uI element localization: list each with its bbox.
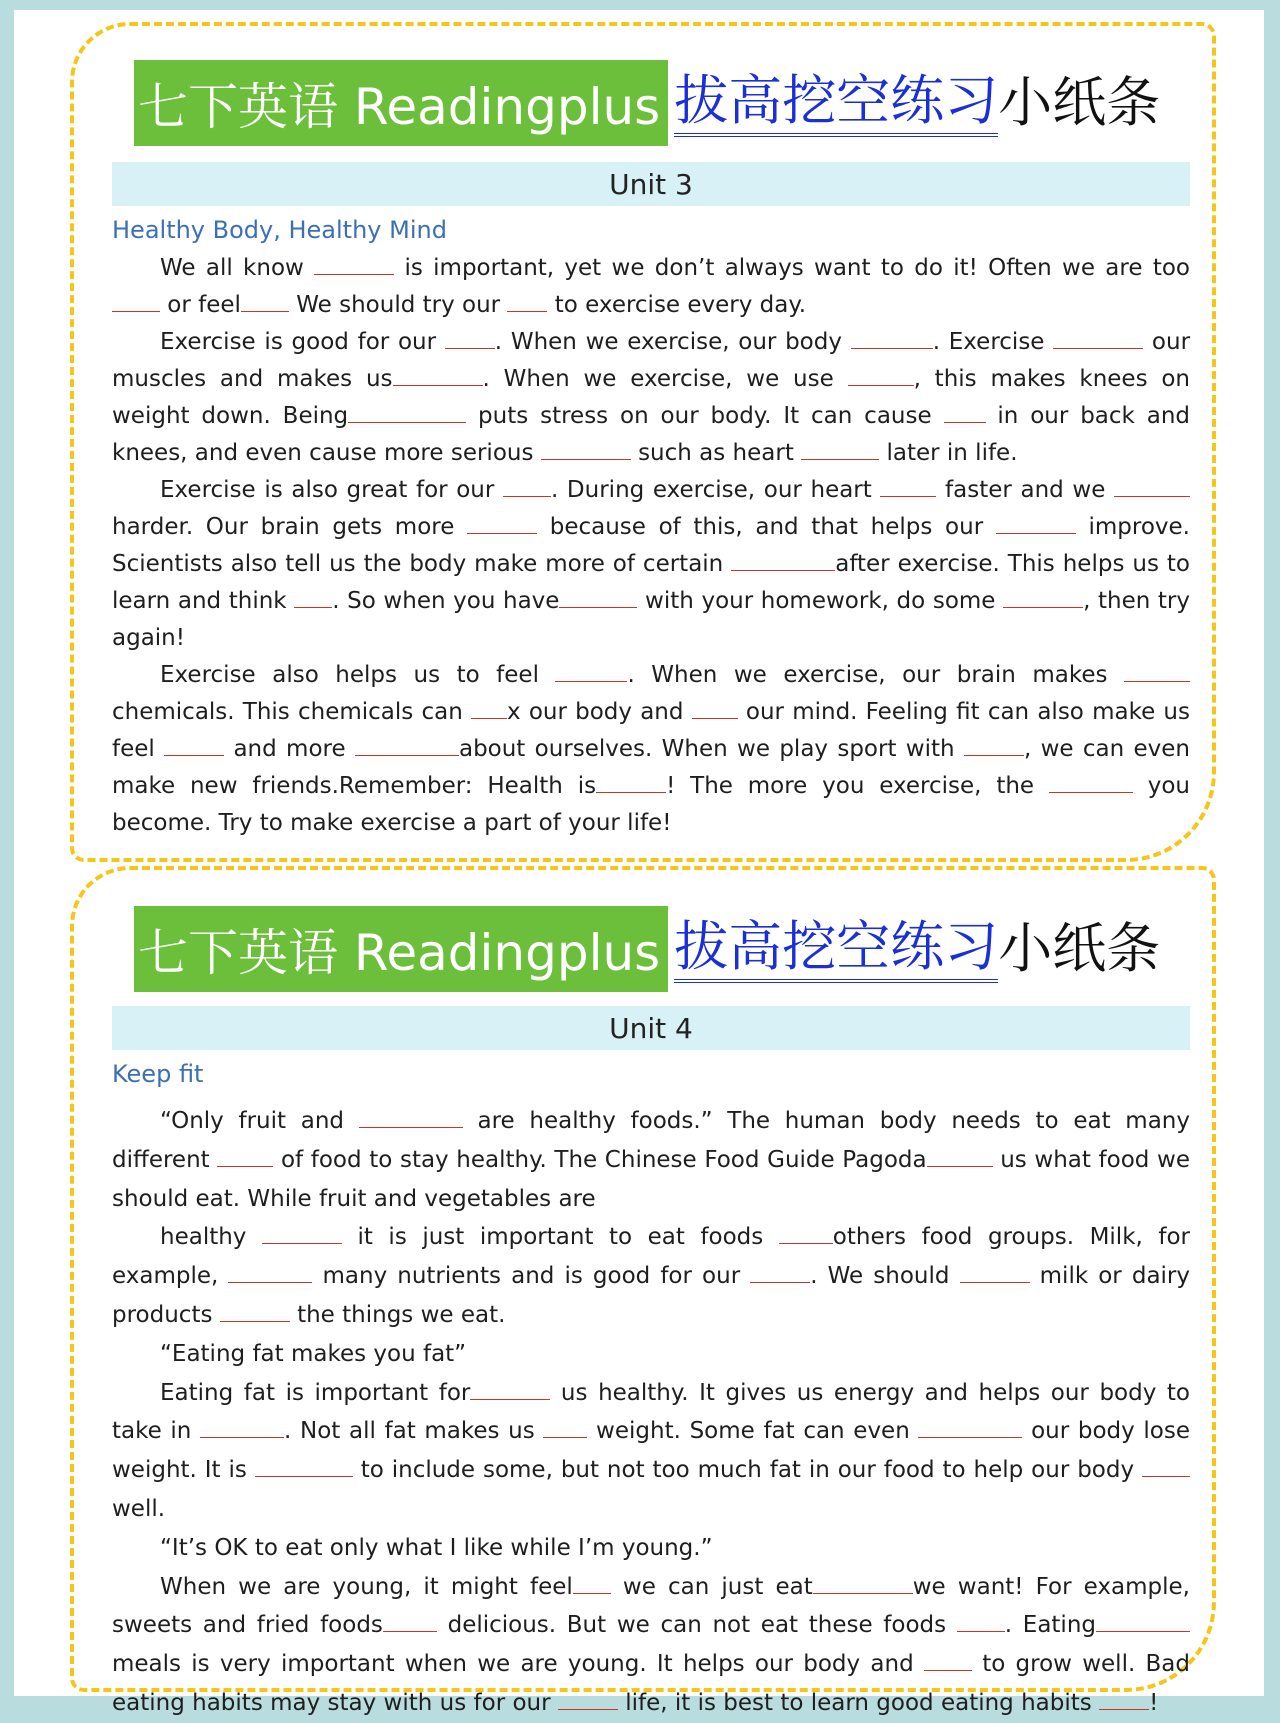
text-run: Exercise is also great for our <box>160 477 503 503</box>
unit4-subtitle: Keep fit <box>112 1060 204 1088</box>
title-blue-part: 拔高挖空练习 <box>674 915 998 983</box>
blank <box>255 1453 353 1477</box>
text-run: ! The more you exercise, the <box>666 773 1049 799</box>
blank <box>559 584 637 608</box>
title-black-part: 小纸条 <box>998 917 1161 980</box>
text-run: puts stress on our body. It can cause <box>466 403 944 429</box>
blank <box>355 732 459 756</box>
text-run: faster and we <box>936 477 1114 503</box>
text-run: the things we eat. <box>289 1301 506 1328</box>
text-run: Exercise also helps us to feel <box>160 662 556 688</box>
blank <box>470 1376 550 1400</box>
blank <box>851 325 933 349</box>
text-run: . During exercise, our heart <box>550 477 881 503</box>
text-run: are healthy foods.” The human body needs to eat many different <box>112 1108 1190 1173</box>
unit3-passage <box>112 250 1190 842</box>
text-run: x our body and <box>507 699 692 725</box>
blank <box>314 251 394 275</box>
blank <box>200 1414 284 1438</box>
blank <box>944 399 986 423</box>
text-run: . When we exercise, our body <box>494 329 851 355</box>
text-run: our body lose weight. It is <box>112 1418 1191 1484</box>
unit4-paragraph-3: “Eating fat makes you fat” <box>160 1340 467 1367</box>
blank <box>996 510 1076 534</box>
text-run: healthy <box>160 1224 262 1251</box>
text-run: meals is very important when we are young. It helps our body and <box>112 1651 924 1678</box>
text-run: well. <box>112 1495 166 1522</box>
unit3-paragraph-1 <box>112 250 1190 324</box>
blank <box>813 1570 913 1594</box>
blank <box>731 547 835 571</box>
text-run: When we are young, it might feel <box>160 1573 573 1600</box>
unit3-paragraph-3 <box>112 472 1190 657</box>
text-run: us healthy. It gives us energy and helps our body to take in <box>112 1379 1190 1445</box>
text-run: to grow well. Bad eating habits may stay with us for our <box>112 1651 1190 1716</box>
text-run: such as heart <box>630 440 802 466</box>
text-run: . When we exercise, our brain makes <box>627 662 1124 688</box>
blank <box>1142 1453 1190 1477</box>
text-run: delicious. But we can not eat these foods <box>436 1612 957 1639</box>
blank <box>918 1414 1022 1438</box>
blank <box>164 732 224 756</box>
unit4-passage <box>112 1102 1190 1723</box>
text-run: ! <box>1149 1689 1159 1716</box>
text-run: about ourselves. When we play sport with <box>458 736 964 762</box>
text-run: chemicals. This chemicals can <box>112 699 471 725</box>
blank <box>217 1143 273 1167</box>
blank <box>541 436 631 460</box>
blank <box>359 1104 463 1128</box>
title-black-part: 小纸条 <box>998 71 1161 134</box>
unit4-paragraph-5: “It’s OK to eat only what I like while I’m young.” <box>160 1534 713 1561</box>
title-blue-part: 拔高挖空练习 <box>674 69 998 137</box>
text-run: we can just eat <box>610 1573 813 1600</box>
blank <box>555 658 627 682</box>
unit3-label: Unit 3 <box>112 162 1190 206</box>
unit3-paragraph-2 <box>112 324 1190 472</box>
text-run: “Only fruit and <box>160 1108 359 1134</box>
text-run: with your homework, do some <box>637 588 1004 614</box>
blank <box>1049 769 1133 793</box>
blank <box>1053 325 1143 349</box>
text-run: We all know <box>160 255 315 281</box>
page-title-unit3 <box>134 60 1174 146</box>
text-run: and more <box>224 736 355 762</box>
page-title-unit4 <box>134 906 1174 992</box>
blank <box>294 584 332 608</box>
blank <box>445 325 495 349</box>
blank <box>1124 658 1190 682</box>
blank <box>543 1414 587 1438</box>
blank <box>471 695 507 719</box>
blank <box>927 1143 993 1167</box>
blank <box>1096 1608 1190 1632</box>
blank <box>241 288 289 312</box>
text-run: , then try again! <box>112 588 1190 651</box>
text-run: after exercise. This helps us to learn and think <box>112 551 1190 614</box>
text-run: , this makes knees on weight down. Being <box>112 366 1191 429</box>
text-run: or feel <box>160 292 241 318</box>
title-green-part: 七下英语 Readingplus <box>134 60 668 146</box>
unit4-paragraph-6 <box>112 1568 1190 1723</box>
text-run: our muscles and makes us <box>112 329 1191 392</box>
blank <box>112 288 160 312</box>
blank <box>1099 1686 1149 1710</box>
text-run: life, it is best to learn good eating habits <box>617 1689 1100 1716</box>
text-run: we want! For example, sweets and fried foods <box>112 1573 1190 1639</box>
blank <box>964 732 1024 756</box>
text-run: is important, yet we don’t always want to do it! Often we are too <box>394 255 1190 281</box>
text-run: . When we exercise, we use <box>482 366 848 392</box>
text-run: . Not all fat makes us <box>284 1418 544 1445</box>
text-run: to include some, but not too much fat in our food to help our body <box>352 1457 1142 1484</box>
text-run: others food groups. Milk, for example, <box>112 1224 1190 1290</box>
text-run: us what food we should eat. While fruit and vegetables are <box>112 1146 1190 1212</box>
blank <box>1114 473 1190 497</box>
text-run: . So when you have <box>332 588 560 614</box>
blank <box>692 695 738 719</box>
blank <box>503 473 551 497</box>
text-run: of food to stay healthy. The Chinese Food Guide Pagoda <box>273 1146 927 1173</box>
blank <box>880 473 936 497</box>
text-run: . Exercise <box>932 329 1054 355</box>
text-run: in our back and knees, and even cause more serious <box>112 403 1191 466</box>
text-run: . We should <box>810 1263 960 1290</box>
unit4-paragraph-1 <box>112 1102 1190 1218</box>
text-run: We should try our <box>288 292 508 318</box>
blank <box>228 1259 312 1283</box>
title-green-part: 七下英语 Readingplus <box>134 906 668 992</box>
text-run: because of this, and that helps our <box>537 514 996 540</box>
blank <box>960 1259 1030 1283</box>
text-run: it is just important to eat foods <box>341 1224 779 1251</box>
text-run: improve. Scientists also tell us the body make more of certain <box>112 514 1190 577</box>
text-run: many nutrients and is good for our <box>312 1263 751 1290</box>
blank <box>383 1608 437 1632</box>
worksheet-page <box>14 10 1264 1716</box>
unit4-paragraph-2 <box>112 1218 1190 1334</box>
blank <box>1003 584 1083 608</box>
blank <box>750 1259 810 1283</box>
unit3-subtitle: Healthy Body, Healthy Mind <box>112 216 447 244</box>
text-run: you become. Try to make exercise a part of your life! <box>112 773 1190 836</box>
blank <box>348 399 466 423</box>
text-run: . Eating <box>1004 1612 1096 1639</box>
blank <box>848 362 914 386</box>
unit3-paragraph-4 <box>112 657 1190 842</box>
text-run: Eating fat is important for <box>160 1379 471 1406</box>
blank <box>573 1570 611 1594</box>
blank <box>220 1298 290 1322</box>
text-run: weight. Some fat can even <box>587 1418 919 1445</box>
text-run: to exercise every day. <box>547 292 807 318</box>
blank <box>507 288 547 312</box>
blank <box>924 1647 972 1671</box>
text-run: harder. Our brain gets more <box>112 514 468 540</box>
text-run: milk or dairy products <box>112 1263 1191 1328</box>
blank <box>393 362 483 386</box>
blank <box>957 1608 1005 1632</box>
blank <box>779 1220 833 1244</box>
unit4-paragraph-4 <box>112 1374 1190 1529</box>
text-run: later in life. <box>879 440 1018 466</box>
blank <box>262 1220 342 1244</box>
blank <box>801 436 879 460</box>
blank <box>467 510 537 534</box>
text-run: our mind. Feeling fit can also make us feel <box>112 699 1190 762</box>
text-run: Exercise is good for our <box>160 329 445 355</box>
blank <box>596 769 666 793</box>
blank <box>558 1686 618 1710</box>
text-run: , we can even make new friends.Remember: Health is <box>112 736 1190 799</box>
unit4-label: Unit 4 <box>112 1006 1190 1050</box>
